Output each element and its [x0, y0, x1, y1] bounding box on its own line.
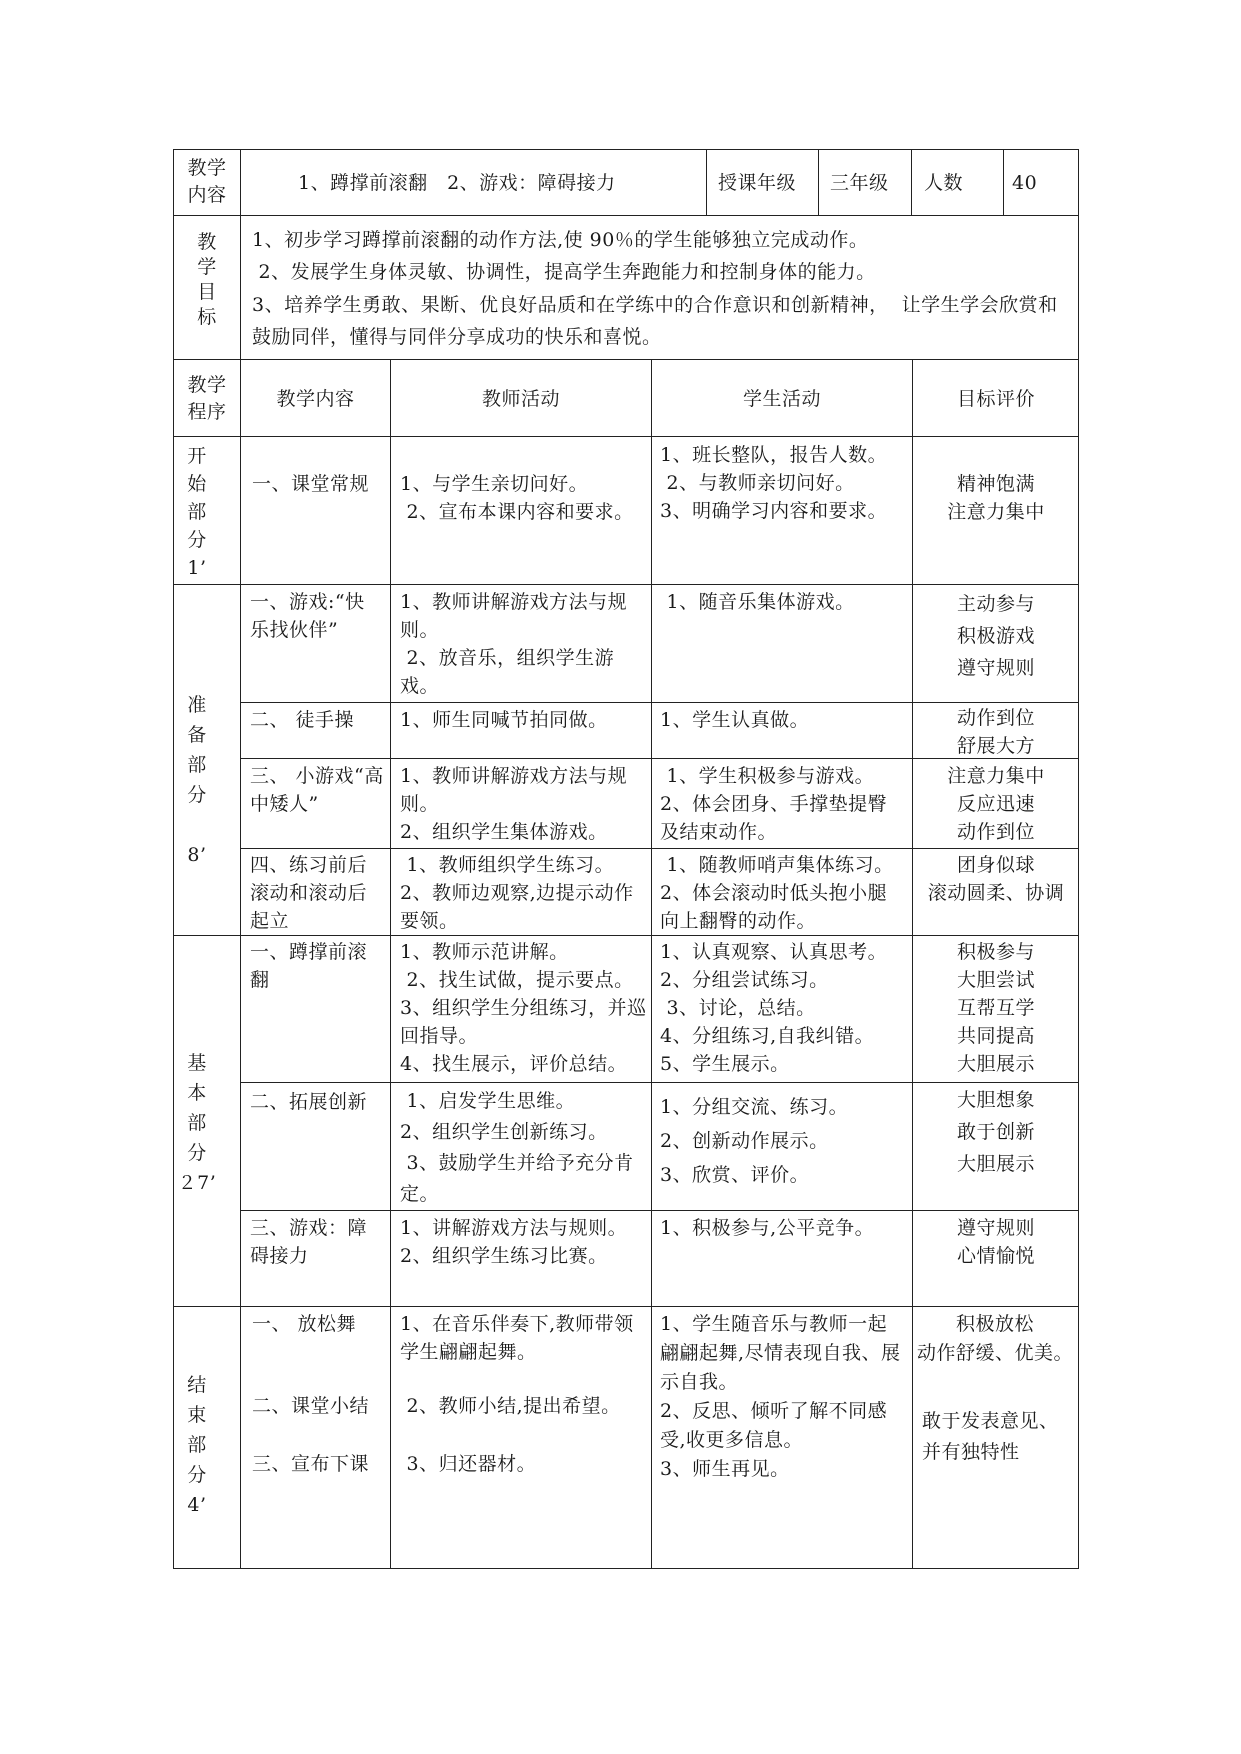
objective-item-3: 3、培养学生勇敢、果断、优良好品质和在学练中的合作意识和创新精神， 让学生学会欣赏和鼓励同伴，懂得与同伴分享成功的快乐和喜悦。 — [252, 294, 1058, 348]
col-header-evaluation: 目标评价 — [956, 388, 1035, 410]
grade-value: 三年级 — [830, 172, 889, 194]
prep-evaluation-2: 动作到位 舒展大方 — [956, 707, 1035, 757]
col-header-teacher: 教师活动 — [481, 388, 560, 410]
prep-evaluation-3: 注意力集中 反应迅速 动作到位 — [947, 765, 1045, 843]
count-label: 人数 — [924, 172, 964, 194]
prep-evaluation-1: 主动参与 积极游戏 遵守规则 — [956, 593, 1035, 679]
end-evaluation-2: 敢于发表意见、并有独特性 — [922, 1410, 1059, 1463]
basic-content-1: 一、蹲撑前滚翻 — [250, 941, 368, 991]
end-teacher-2: 2、教师小结,提出希望。 — [400, 1395, 621, 1417]
prep-content-3: 三、 小游戏“高中矮人” — [250, 765, 384, 815]
prep-content-4: 四、练习前后滚动和滚动后起立 — [250, 854, 368, 932]
basic-content-2: 二、拓展创新 — [250, 1091, 368, 1113]
teaching-content-value: 1、蹲撑前滚翻 2、游戏：障碍接力 — [298, 172, 616, 194]
basic-teacher-3: 1、讲解游戏方法与规则。 2、组织学生练习比赛。 — [400, 1217, 628, 1267]
basic-student-2: 1、分组交流、练习。 2、创新动作展示。 3、欣赏、评价。 — [660, 1096, 849, 1186]
start-evaluation: 精神饱满 注意力集中 — [947, 473, 1045, 523]
count-value: 40 — [1012, 172, 1038, 194]
basic-evaluation-3: 遵守规则 心情愉悦 — [956, 1217, 1035, 1267]
section-label-prep: 准 备 部 分 8’ — [187, 694, 207, 866]
objectives-label: 教 学 目 标 — [197, 231, 217, 328]
prep-teacher-4: 1、教师组织学生练习。 2、教师边观察,边提示动作要领。 — [400, 854, 634, 932]
prep-content-2: 二、 徒手操 — [250, 709, 355, 731]
end-teacher-1: 1、在音乐伴奏下,教师带领学生翩翩起舞。 — [400, 1313, 634, 1363]
basic-evaluation-1: 积极参与 大胆尝试 互帮互学 共同提高 大胆展示 — [956, 941, 1035, 1075]
prep-teacher-3: 1、教师讲解游戏方法与规则。 2、组织学生集体游戏。 — [400, 765, 628, 843]
basic-evaluation-2: 大胆想象 敢于创新 大胆展示 — [956, 1089, 1035, 1175]
start-student: 1、班长整队，报告人数。 2、与教师亲切问好。 3、明确学习内容和要求。 — [660, 444, 888, 522]
end-content-1: 一、 放松舞 — [252, 1313, 357, 1335]
prep-student-4: 1、随教师哨声集体练习。 2、体会滚动时低头抱小腿向上翻臀的动作。 — [660, 854, 894, 932]
end-student: 1、学生随音乐与教师一起翩翩起舞,尽情表现自我、展示自我。 2、反思、倾听了解不同感受,收更多信息。 3、师生再见。 — [660, 1313, 901, 1480]
prep-student-1: 1、随音乐集体游戏。 — [660, 591, 855, 613]
col-header-content: 教学内容 — [276, 388, 355, 410]
col-header-student: 学生活动 — [742, 388, 821, 410]
prep-student-3: 1、学生积极参与游戏。 2、体会团身、手撑垫提臀及结束动作。 — [660, 765, 888, 843]
section-label-end: 结 束 部 分 4’ — [187, 1374, 207, 1516]
prep-teacher-1: 1、教师讲解游戏方法与规则。 2、放音乐，组织学生游戏。 — [400, 591, 628, 697]
end-teacher-3: 3、归还器材。 — [400, 1453, 537, 1475]
grade-label: 授课年级 — [718, 172, 797, 194]
prep-evaluation-4: 团身似球 滚动圆柔、协调 — [927, 854, 1065, 904]
end-content-3: 三、宣布下课 — [252, 1453, 370, 1475]
end-content-2: 二、课堂小结 — [252, 1395, 370, 1417]
basic-content-3: 三、游戏：障碍接力 — [250, 1217, 368, 1267]
prep-content-1: 一、游戏:“快乐找伙伴” — [250, 591, 365, 641]
prep-teacher-2: 1、师生同喊节拍同做。 — [400, 709, 608, 731]
teaching-content-label: 教学 内容 — [187, 157, 227, 206]
start-content: 一、课堂常规 — [252, 473, 370, 495]
col-header-procedure: 教学 程序 — [187, 374, 227, 423]
basic-teacher-2: 1、启发学生思维。 2、组织学生创新练习。 3、鼓励学生并给予充分肯定。 — [400, 1090, 634, 1205]
objective-item-1: 1、初步学习蹲撑前滚翻的动作方法,使 90％的学生能够独立完成动作。 — [252, 229, 869, 251]
start-teacher: 1、与学生亲切问好。 2、宣布本课内容和要求。 — [400, 473, 634, 523]
basic-student-1: 1、认真观察、认真思考。 2、分组尝试练习。 3、讨论，总结。 4、分组练习,自我纠错。 5、学生展示。 — [660, 941, 888, 1075]
basic-teacher-1: 1、教师示范讲解。 2、找生试做，提示要点。 3、组织学生分组练习，并巡回指导。 4、找生展示，评价总结。 — [400, 941, 647, 1075]
prep-student-2: 1、学生认真做。 — [660, 709, 810, 731]
basic-student-3: 1、积极参与,公平竞争。 — [660, 1217, 875, 1239]
objective-item-2: 2、发展学生身体灵敏、协调性，提高学生奔跑能力和控制身体的能力。 — [252, 261, 876, 283]
section-label-start: 开 始 部 分 1’ — [187, 445, 207, 579]
end-evaluation-1: 积极放松 动作舒缓、优美。 — [916, 1313, 1073, 1364]
section-label-basic: 基 本 部 分 ２7’ — [177, 1052, 217, 1194]
